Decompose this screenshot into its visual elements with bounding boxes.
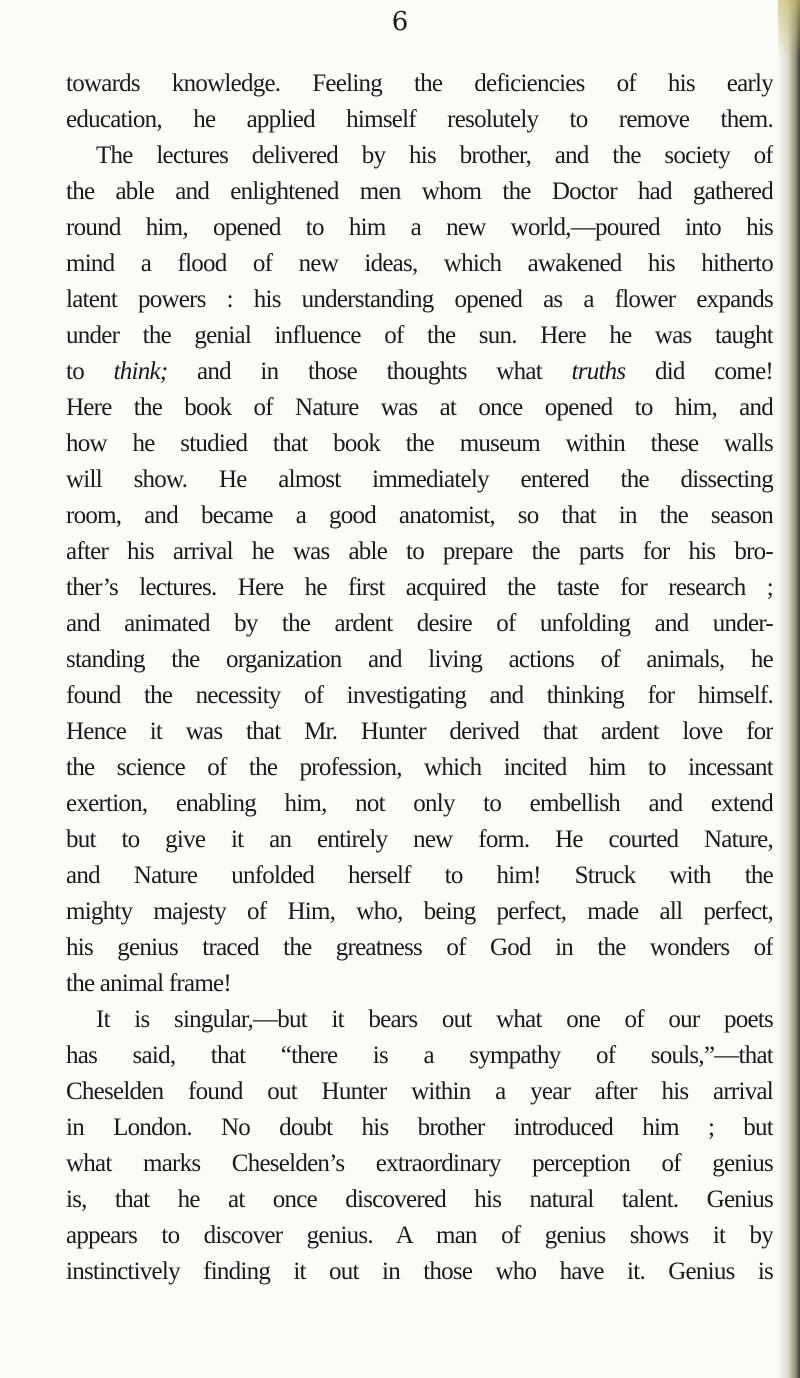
text-line: The lectures delivered by his brother, and the society of [96,142,773,169]
text-line: It is singular,—but it bears out what one of our poets [96,1006,773,1033]
text-line: under the genial influence of the sun. Here he was taught [66,322,773,349]
text-line: round him, opened to him a new world,—poured into his [66,214,773,241]
text-line: mind a flood of new ideas, which awakened his hitherto [66,250,773,277]
text-run: and in those thoughts what [167,358,572,385]
text-line: in London. No doubt his brother introduced him ; but [66,1114,773,1141]
page-edge-shadow [778,0,800,1378]
text-line: Here the book of Nature was at once opened to him, and [66,394,773,421]
text-line: standing the organization and living actions of animals, he [66,646,773,673]
text-line: Hence it was that Mr. Hunter derived that ardent love for [66,718,773,745]
text-line: but to give it an entirely new form. He courted Nature, [66,826,773,853]
text-line: room, and became a good anatomist, so that in the season [66,502,773,529]
italic-word-think: think; [113,358,168,385]
italic-word-truths: truths [571,358,626,385]
text-line: how he studied that book the museum within these walls [66,430,773,457]
text-line: found the necessity of investigating and thinking for himself. [66,682,773,709]
text-line: has said, that “there is a sympathy of souls,”—that [66,1042,773,1069]
text-line: mighty majesty of Him, who, being perfect, made all perfect, [66,898,773,925]
text-line-paragraph-end: the animal frame! [66,970,231,997]
text-line: ther’s lectures. Here he first acquired the taste for research ; [66,574,773,601]
text-line: towards knowledge. Feeling the deficiencies of his early [66,70,773,97]
text-line: and Nature unfolded herself to him! Struck with the [66,862,773,889]
text-line: exertion, enabling him, not only to embellish and extend [66,790,773,817]
text-run: did come! [625,358,773,385]
text-line: and animated by the ardent desire of unfolding and under- [66,610,773,637]
text-line: the able and enlightened men whom the Doctor had gathered [66,178,773,205]
text-line: the science of the profession, which incited him to incessant [66,754,773,781]
text-run: to [66,358,114,385]
text-line: his genius traced the greatness of God in the wonders of [66,934,773,961]
text-line: instinctively finding it out in those who have it. Genius is [66,1258,773,1285]
text-line: what marks Cheselden’s extraordinary perception of genius [66,1150,773,1177]
text-line: education, he applied himself resolutely to remove them. [66,106,773,133]
body-text [66,66,773,1290]
text-line: will show. He almost immediately entered the dissecting [66,466,773,493]
text-line: after his arrival he was able to prepare the parts for his bro- [66,538,773,565]
text-line: appears to discover genius. A man of genius shows it by [66,1222,773,1249]
text-line: Cheselden found out Hunter within a year after his arrival [66,1078,773,1105]
text-line: latent powers : his understanding opened as a flower expands [66,286,773,313]
page-edge-stain [778,0,800,60]
text-line-italic-mix [66,354,773,390]
page-number: 6 [391,7,409,37]
text-line: is, that he at once discovered his natural talent. Genius [66,1186,773,1213]
